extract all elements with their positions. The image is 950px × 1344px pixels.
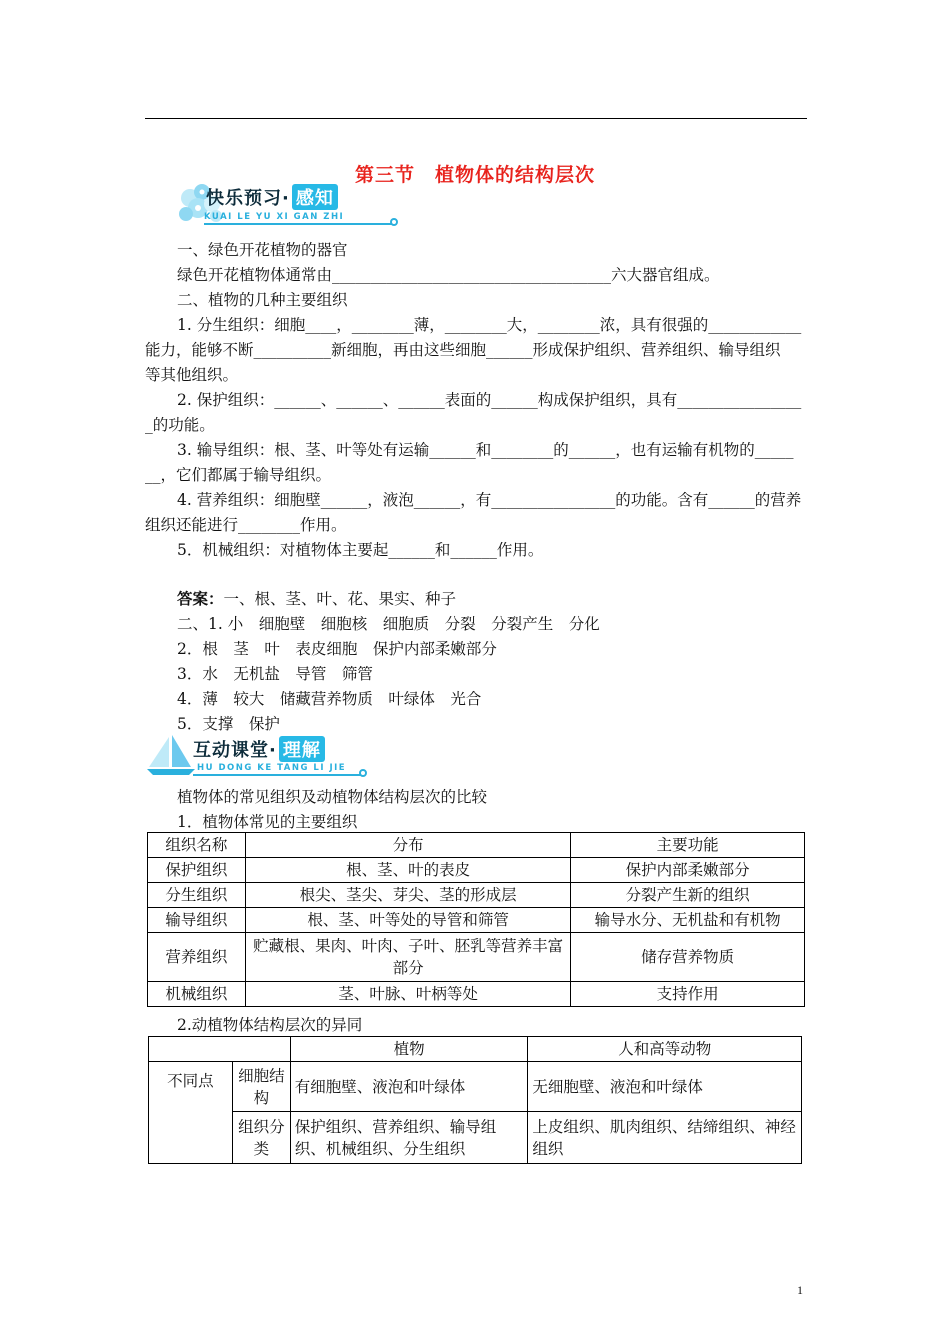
table-header-cell: 分布 bbox=[245, 833, 570, 858]
section-banner-interactive bbox=[145, 733, 385, 777]
table-cell: 有细胞壁、液泡和叶绿体 bbox=[290, 1062, 528, 1112]
table-header-cell bbox=[149, 1037, 291, 1062]
table-cell: 保护组织、营养组织、输导组织、机械组织、分生组织 bbox=[290, 1112, 528, 1164]
banner-title: 互动课堂· 理解 bbox=[193, 736, 325, 762]
preview-line: 1. 分生组织：细胞____，________薄，________大，________浓，具有很强的____________ bbox=[177, 316, 802, 334]
table1-caption: 1．植物体常见的主要组织 bbox=[177, 813, 358, 831]
tissue-table bbox=[147, 832, 805, 1007]
banner-dot-icon bbox=[390, 218, 398, 226]
preview-line: 一、绿色开花植物的器官 bbox=[177, 241, 348, 259]
table-header-row bbox=[148, 833, 805, 858]
table-cell: 无细胞壁、液泡和叶绿体 bbox=[528, 1062, 802, 1112]
comparison-table bbox=[148, 1036, 802, 1164]
table-cell: 保护组织 bbox=[148, 858, 246, 883]
section-banner-preview bbox=[176, 182, 416, 226]
header-rule bbox=[145, 118, 807, 119]
table-cell: 细胞结构 bbox=[232, 1062, 290, 1112]
preview-line: 4. 营养组织：细胞壁______，液泡______，有________________的功能。含有______的营养 bbox=[177, 491, 802, 509]
table-header-cell: 植物 bbox=[290, 1037, 528, 1062]
banner-underline bbox=[204, 223, 394, 225]
table-cell: 根、茎、叶等处的导管和筛管 bbox=[245, 908, 570, 933]
table-row bbox=[148, 858, 805, 883]
preview-line: 2. 保护组织：______、______、______表面的______构成保护组织，具有________________ bbox=[177, 391, 802, 409]
answer-line: 5．支撑 保护 bbox=[177, 715, 280, 733]
table-cell: 机械组织 bbox=[148, 982, 246, 1007]
preview-line: 3. 输导组织：根、茎、叶等处有运输______和________的______，也有运输有机物的_____ bbox=[177, 441, 794, 459]
answer-line: 2．根 茎 叶 表皮细胞 保护内部柔嫩部分 bbox=[177, 640, 497, 658]
table-cell: 分生组织 bbox=[148, 883, 246, 908]
table-cell: 营养组织 bbox=[148, 933, 246, 982]
banner-tag: 感知 bbox=[292, 184, 338, 210]
table-row bbox=[148, 883, 805, 908]
page-number: 1 bbox=[797, 1283, 803, 1297]
table-cell: 不同点 bbox=[149, 1062, 233, 1164]
preview-line: 绿色开花植物体通常由____________________________________六大器官组成。 bbox=[177, 266, 720, 284]
table-header-row bbox=[149, 1037, 802, 1062]
preview-line: _的功能。 bbox=[145, 416, 215, 434]
answer-line: 答案：一、根、茎、叶、花、果实、种子 bbox=[177, 589, 457, 608]
table-header-cell: 组织名称 bbox=[148, 833, 246, 858]
banner-title: 快乐预习· 感知 bbox=[206, 184, 338, 210]
table-cell: 根尖、茎尖、芽尖、茎的形成层 bbox=[245, 883, 570, 908]
preview-line: 5．机械组织：对植物体主要起______和______作用。 bbox=[177, 541, 544, 559]
answer-line: 二、1. 小 细胞壁 细胞核 细胞质 分裂 分裂产生 分化 bbox=[177, 615, 600, 633]
table-cell: 支持作用 bbox=[571, 982, 805, 1007]
table-cell: 根、茎、叶的表皮 bbox=[245, 858, 570, 883]
banner-subtitle: HU DONG KE TANG LI JIE bbox=[197, 763, 347, 773]
table-row bbox=[148, 933, 805, 982]
preview-line: 二、植物的几种主要组织 bbox=[177, 291, 348, 309]
table-row bbox=[148, 982, 805, 1007]
table-cell: 组织分类 bbox=[232, 1112, 290, 1164]
table-header-cell: 主要功能 bbox=[571, 833, 805, 858]
preview-line: 能力，能够不断__________新细胞，再由这些细胞______形成保护组织、营养组织、输导组织 bbox=[145, 341, 781, 359]
preview-line: 组织还能进行________作用。 bbox=[145, 516, 347, 534]
table-cell: 储存营养物质 bbox=[571, 933, 805, 982]
table2-caption: 2.动植物体结构层次的异同 bbox=[177, 1016, 363, 1034]
table-row bbox=[149, 1112, 802, 1164]
table-row bbox=[148, 908, 805, 933]
table-cell: 茎、叶脉、叶柄等处 bbox=[245, 982, 570, 1007]
banner-dot-icon bbox=[359, 769, 367, 777]
answer-label: 答案： bbox=[177, 589, 224, 608]
banner-underline bbox=[193, 774, 365, 776]
preview-line: __，它们都属于输导组织。 bbox=[145, 466, 332, 484]
table-cell: 输导水分、无机盐和有机物 bbox=[571, 908, 805, 933]
banner-subtitle: KUAI LE YU XI GAN ZHI bbox=[204, 212, 345, 222]
banner-tag: 理解 bbox=[279, 736, 325, 762]
answer-line: 3．水 无机盐 导管 筛管 bbox=[177, 665, 373, 683]
interactive-intro: 植物体的常见组织及动植物体结构层次的比较 bbox=[177, 788, 488, 806]
table-row bbox=[149, 1062, 802, 1112]
table-cell: 输导组织 bbox=[148, 908, 246, 933]
page-title: 第三节 植物体的结构层次 bbox=[354, 164, 595, 186]
table-cell: 上皮组织、肌肉组织、结缔组织、神经组织 bbox=[528, 1112, 802, 1164]
preview-line: 等其他组织。 bbox=[145, 366, 239, 384]
table-cell: 保护内部柔嫩部分 bbox=[571, 858, 805, 883]
answer-line: 4．薄 较大 储藏营养物质 叶绿体 光合 bbox=[177, 690, 482, 708]
table-cell: 贮藏根、果肉、叶肉、子叶、胚乳等营养丰富部分 bbox=[245, 933, 570, 982]
table-cell: 分裂产生新的组织 bbox=[571, 883, 805, 908]
table-header-cell: 人和高等动物 bbox=[528, 1037, 802, 1062]
